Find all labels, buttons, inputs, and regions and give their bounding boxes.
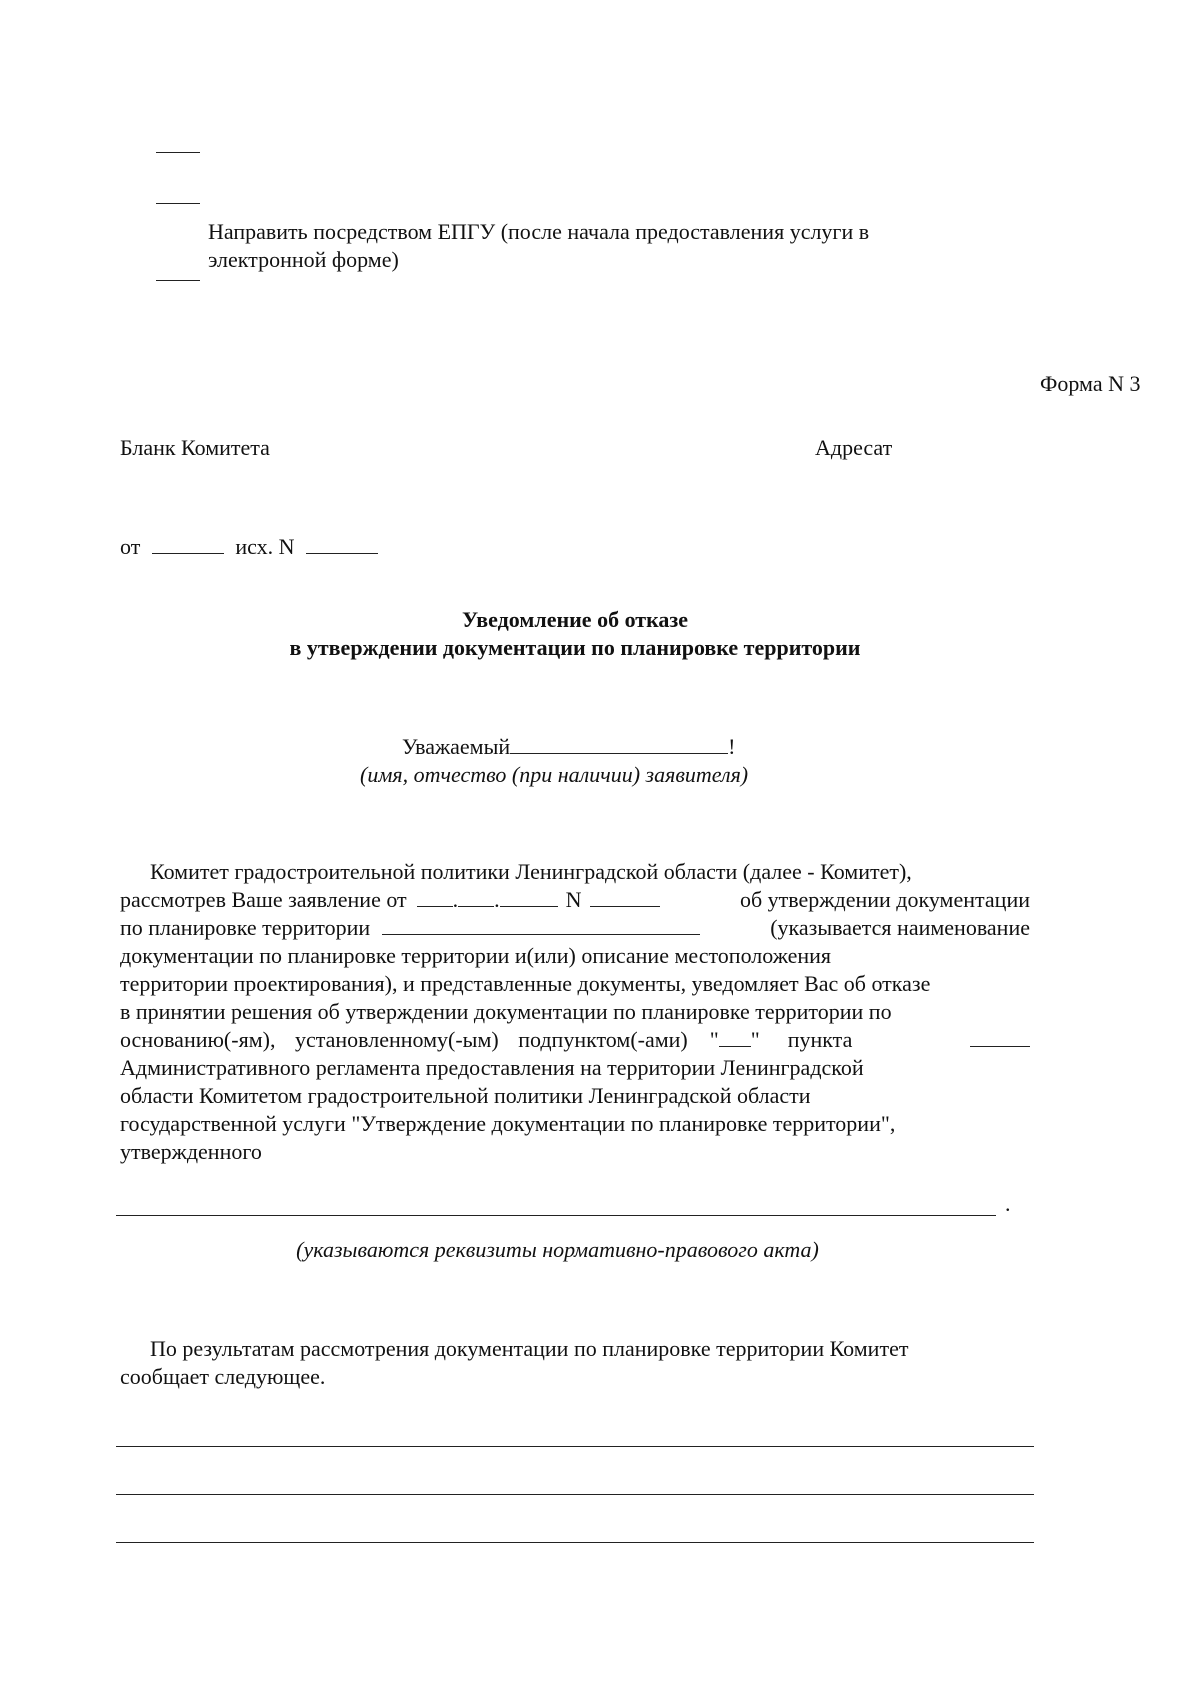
application-number-blank: [590, 888, 660, 907]
body-line-5: территории проектирования), и представленные документы, уведомляет Вас об отказе: [120, 971, 931, 996]
act-requisites-blank: [116, 1215, 996, 1216]
application-label: рассмотрев Ваше заявление от: [120, 887, 407, 912]
body-line-1: Комитет градостроительной политики Ленинградской области (далее - Комитет),: [150, 859, 912, 884]
option-blank-3: [156, 280, 200, 281]
body-line-8: Административного регламента предоставления на территории Ленинградской: [120, 1055, 864, 1080]
date-number-line: [120, 533, 378, 561]
option-blank-1: [156, 152, 200, 153]
answer-blank-1: [116, 1446, 1034, 1447]
application-year-blank: [500, 888, 558, 907]
salutation: Уважаемый: [402, 734, 511, 759]
results-line-1: По результатам рассмотрения документации по планировке территории Комитет: [150, 1336, 909, 1361]
act-requisites-dot: .: [1005, 1191, 1011, 1216]
exclamation: !: [728, 734, 736, 759]
subpoint-blank: [719, 1028, 751, 1047]
body-line-2: рассмотрев Ваше заявление от . . N об утверждении документации: [120, 887, 1030, 912]
application-month-blank: [458, 888, 494, 907]
greeting-hint: (имя, отчество (при наличии) заявителя): [360, 762, 749, 787]
application-n-label: N: [565, 887, 582, 912]
point-label: пункта: [787, 1027, 853, 1052]
answer-blank-3: [116, 1542, 1034, 1543]
addressee-label: Адресат: [815, 435, 893, 460]
documentation-name-blank: [382, 916, 700, 935]
form-number: Форма N 3: [1040, 371, 1141, 396]
approval-phrase: об утверждении документации: [739, 887, 1030, 912]
application-day-blank: [417, 888, 453, 907]
quote-close: ": [750, 1027, 760, 1052]
option-electronic-line1: Направить посредством ЕПГУ (после начала предоставления услуги в: [208, 219, 870, 244]
option-electronic-line2: электронной форме): [208, 247, 399, 272]
body-line-7: [120, 1026, 1030, 1054]
document-title-line2: в утверждении документации по планировке территории: [289, 635, 861, 660]
document-title-line1: Уведомление об отказе: [461, 607, 689, 632]
results-line-2: сообщает следующее.: [120, 1364, 326, 1389]
body-line-9: области Комитетом градостроительной политики Ленинградской области: [120, 1083, 811, 1108]
blank-label: Бланк Комитета: [120, 435, 270, 460]
date-blank: [152, 535, 224, 554]
act-requisites-hint: (указываются реквизиты нормативно-правового акта): [296, 1237, 819, 1262]
option-blank-2: [156, 203, 200, 204]
planning-label: по планировке территории: [120, 915, 371, 940]
name-blank: [510, 735, 728, 754]
point-blank: [970, 1028, 1030, 1047]
body-line-4: документации по планировке территории и(или) описание местоположения: [120, 943, 832, 968]
body-line-6: в принятии решения об утверждении документации по планировке территории по: [120, 999, 892, 1024]
outgoing-number-blank: [306, 535, 378, 554]
greeting-line: [402, 733, 736, 761]
body-line-11: утвержденного: [120, 1139, 262, 1164]
body-line-10: государственной услуги "Утверждение документации по планировке территории",: [120, 1111, 896, 1136]
quote-open: ": [709, 1027, 719, 1052]
from-label: от: [120, 534, 141, 559]
basis-phrase: основанию(-ям), установленному(-ым) подпунктом(-ами): [120, 1027, 688, 1052]
answer-blank-2: [116, 1494, 1034, 1495]
body-line-3: [120, 914, 1030, 942]
outgoing-label: исх. N: [235, 534, 295, 559]
documentation-hint: (указывается наименование: [770, 915, 1030, 940]
